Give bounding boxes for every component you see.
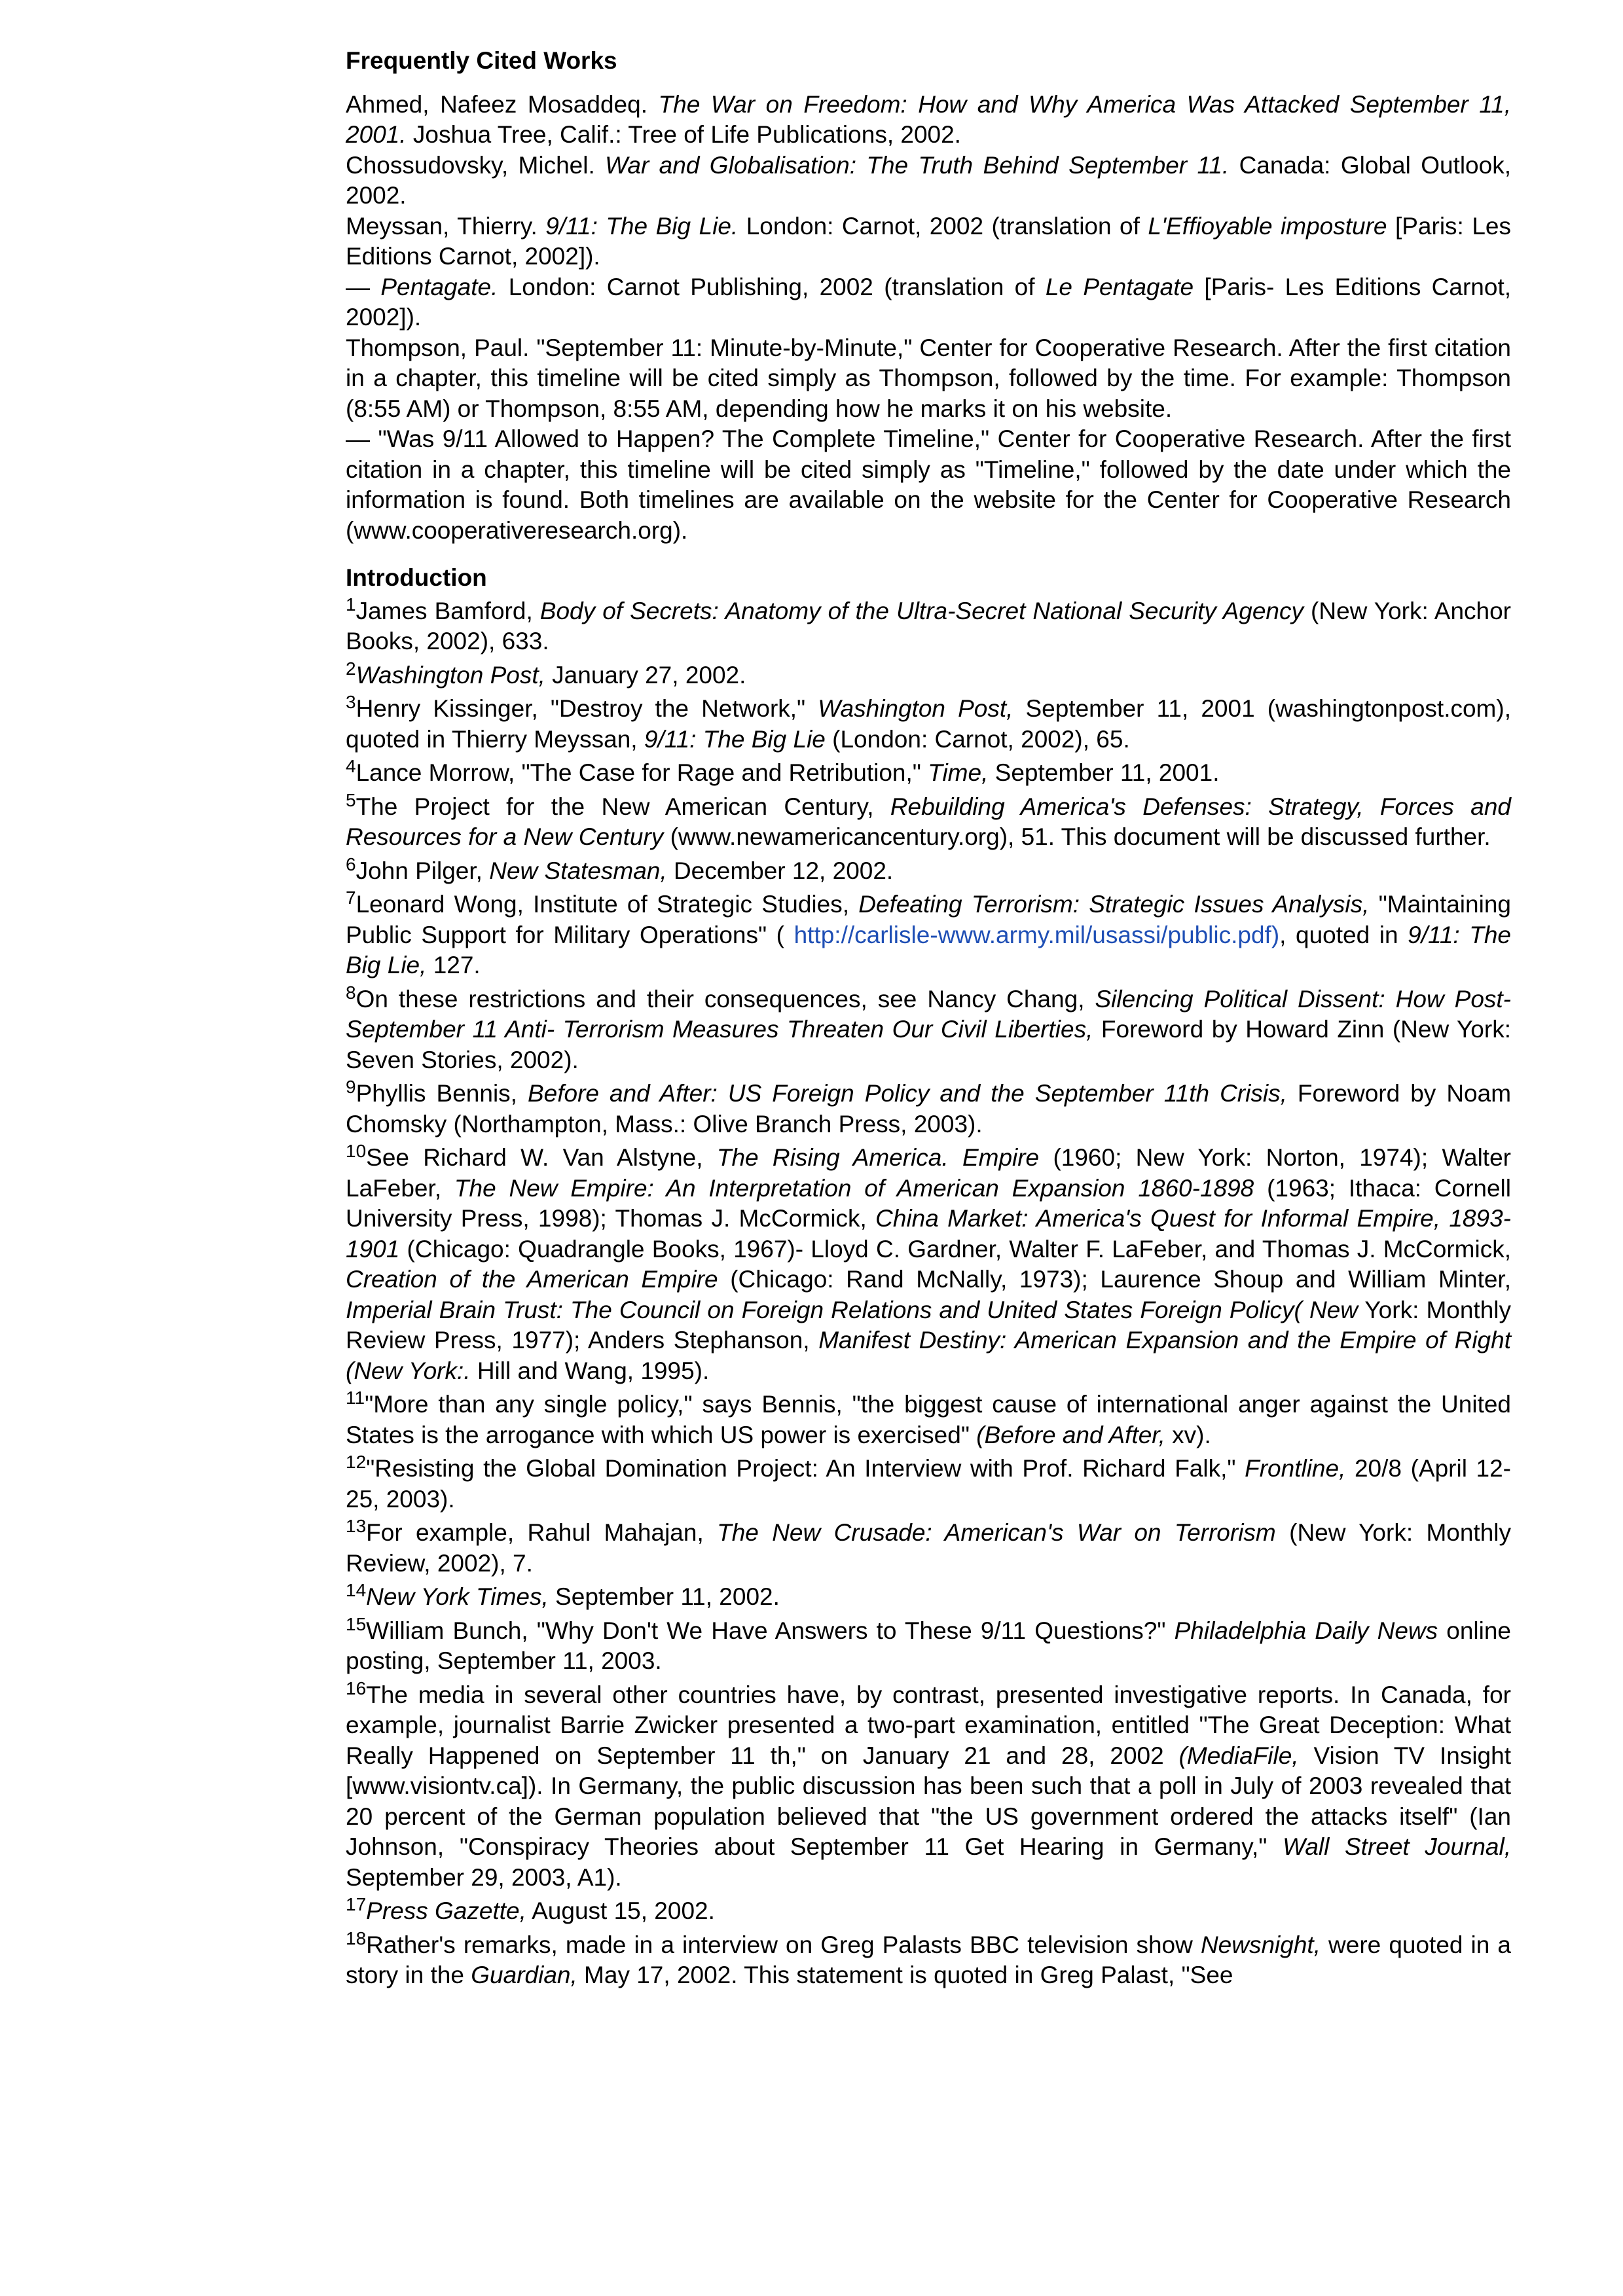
introduction-notes-list [346,596,1511,1991]
footnote-number: 5 [346,789,356,810]
footnote-number: 12 [346,1452,367,1472]
footnote-number: 9 [346,1077,356,1097]
footnote-12: $^{12}$"Resisting the Global Domination Project: An Interview with Prof. Richard Falk," Frontline, 20/8 (April 12-25, 2003). [346,1452,1512,1513]
footnote-14: $^{14}$New York Times, September 11, 2002. [346,1580,780,1610]
work-entry-ahmed: Ahmed, Nafeez Mosaddeq. The War on Freedom: How and Why America Was Attacked September 11, 2001. Joshua Tree, Calif.: Tree of Life Publications, 2002. [346,90,1511,148]
footnote-2: $^2$Washington Post, January 27, 2002. [346,658,746,689]
footnote-number: 11 [346,1388,365,1408]
work-entry-timeline: — "Was 9/11 Allowed to Happen? The Complete Timeline," Center for Cooperative Research. After the first citation in a chapter, this timeline will be cited simply as "Timeline," followed by the date under which the information is found. Both timelines are available on the website for the Center for Cooperative Research (www.cooperativeresearch.org). [346,425,1511,544]
introduction-heading: Introduction [346,564,487,591]
work-entry-thompson: Thompson, Paul. "September 11: Minute-by-Minute," Center for Cooperative Research. After the first citation in a chapter, this timeline will be cited simply as Thompson, followed by the time. For example: Thompson (8:55 AM) or Thompson, 8:55 AM, depending how he marks it on his website. [346,334,1511,422]
footnote-3: $^3$Henry Kissinger, "Destroy the Network," Washington Post, September 11, 2001 (washingtonpost.com), quoted in Thierry Meyssan, 9/11: The Big Lie (London: Carnot, 2002), 65. [346,692,1511,753]
footnote-7: $^7$Leonard Wong, Institute of Strategic Studies, Defeating Terrorism: Strategic Issues Analysis, "Maintaining Public Support for Military Operations" ( http://carlisle-www.army.mil/usassi/public.pdf), quoted in 9/11: The Big Lie, 127. [346,888,1511,978]
footnote-17: $^{17}$Press Gazette, August 15, 2002. [346,1894,715,1924]
work-entry-pentagate: — Pentagate. London: Carnot Publishing, 2002 (translation of Le Pentagate [Paris- Les Editions Carnot, 2002]). [346,273,1512,331]
footnote-number: 3 [346,692,356,712]
footnote-5: $^5$The Project for the New American Century, Rebuilding America's Defenses: Strategy, Forces and Resources for a New Century (www.newamericancentury.org), 51. This document will be discussed further. [346,789,1511,850]
footnote-number: 14 [346,1580,367,1600]
footnote-number: 16 [346,1677,367,1698]
footnote-number: 8 [346,982,356,1003]
footnote-number: 13 [346,1516,367,1536]
footnote-1: $^1$James Bamford, Body of Secrets: Anatomy of the Ultra-Secret National Security Agency (New York: Anchor Books, 2002), 633. [346,594,1511,655]
footnote-number: 1 [346,594,356,615]
footnote-number: 17 [346,1894,367,1914]
footnote-number: 4 [346,756,356,776]
footnote-number: 10 [346,1141,367,1161]
footnote-4: $^4$Lance Morrow, "The Case for Rage and Retribution," Time, September 11, 2001. [346,756,1220,786]
footnote-6: $^6$John Pilger, New Statesman, December 12, 2002. [346,853,894,884]
footnote-number: 6 [346,853,356,874]
footnote-18: $^{18}$Rather's remarks, made in a interview on Greg Palasts BBC television show Newsnight, were quoted in a story in the Guardian, May 17, 2002. This statement is quoted in Greg Palast, "See [346,1928,1512,1988]
army-war-college-link[interactable]: http://carlisle-www.army.mil/usassi/public.pdf) [793,921,1280,948]
footnote-number: 7 [346,888,356,908]
frequently-cited-works-heading: Frequently Cited Works [346,47,617,74]
footnote-13: $^{13}$For example, Rahul Mahajan, The New Crusade: American's War on Terrorism (New York: Monthly Review, 2002), 7. [346,1516,1512,1577]
footnote-10: $^{10}$See Richard W. Van Alstyne, The Rising America. Empire (1960; New York: Norton, 1974); Walter LaFeber, The New Empire: An Interpretation of American Expansion 1860-1898 (1963; Ithaca: Cornell University Press, 1998); Thomas J. McCormick, China Market: America's Quest for Informal Empire, 1893-1901 (Chicago: Quadrangle Books, 1967)- Lloyd C. Gardner, Walter F. LaFeber, and Thomas J. McCormick, Creation of the American Empire (Chicago: Rand McNally, 1973); Laurence Shoup and William Minter, Imperial Brain Trust: The Council on Foreign Relations and United States Foreign Policy( New York: Monthly Review Press, 1977); Anders Stephanson, Manifest Destiny: American Expansion and the Empire of Right (New York:. Hill and Wang, 1995). [346,1141,1512,1384]
document-page [346,46,1511,1994]
frequently-cited-works-list [346,90,1511,547]
footnote-8: $^8$On these restrictions and their consequences, see Nancy Chang, Silencing Political Dissent: How Post-September 11 Anti- Terrorism Measures Threaten Our Civil Liberties, Foreword by Howard Zinn (New York: Seven Stories, 2002). [346,982,1512,1073]
footnote-number: 15 [346,1613,367,1634]
work-entry-chossudovsky: Chossudovsky, Michel. War and Globalisation: The Truth Behind September 11. Canada: Global Outlook, 2002. [346,151,1511,209]
footnote-11: $^{11}$"More than any single policy," says Bennis, "the biggest cause of international anger against the United States is the arrogance with which US power is exercised" (Before and After, xv). [346,1388,1511,1448]
footnote-number: 2 [346,658,356,679]
footnote-number: 18 [346,1928,367,1948]
work-entry-meyssan: Meyssan, Thierry. 9/11: The Big Lie. London: Carnot, 2002 (translation of L'Effioyable imposture [Paris: Les Editions Carnot, 2002]). [346,212,1511,270]
footnote-9: $^9$Phyllis Bennis, Before and After: US Foreign Policy and the September 11th Crisis, Foreword by Noam Chomsky (Northampton, Mass.: Olive Branch Press, 2003). [346,1077,1512,1138]
footnote-16: $^{16}$The media in several other countries have, by contrast, presented investigative reports. In Canada, for example, journalist Barrie Zwicker presented a two-part examination, entitled "The Great Deception: What Really Happened on September 11 th," on January 21 and 28, 2002 (MediaFile, Vision TV Insight [www.visiontv.ca]). In Germany, the public discussion has been such that a poll in July of 2003 revealed that 20 percent of the German population believed that "the US government ordered the attacks itself" (Ian Johnson, "Conspiracy Theories about September 11 Get Hearing in Germany," Wall Street Journal, September 29, 2003, A1). [346,1677,1511,1891]
footnote-15: $^{15}$William Bunch, "Why Don't We Have Answers to These 9/11 Questions?" Philadelphia Daily News online posting, September 11, 2003. [346,1613,1512,1674]
